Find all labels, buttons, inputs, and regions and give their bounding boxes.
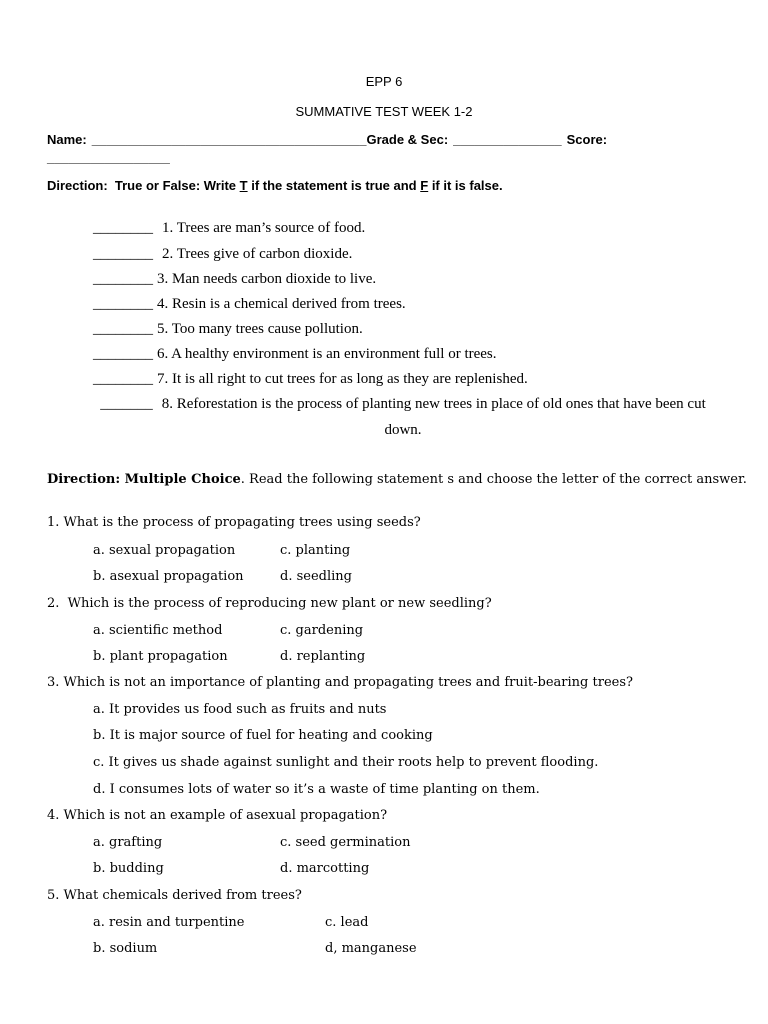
question-text: 2. Which is the process of reproducing new plant or new seedling?: [47, 596, 492, 611]
choice-a: a. It provides us food such as fruits and nuts: [93, 702, 387, 717]
answer-blank: _______: [100, 396, 153, 412]
tf-direction-before: Direction: True or False: Write: [47, 178, 240, 193]
tf-item: [93, 320, 363, 338]
choice-c: c. It gives us shade against sunlight and their roots help to prevent flooding.: [93, 755, 599, 770]
choice-d: d, manganese: [325, 941, 417, 956]
score-blank: _________________: [47, 150, 170, 165]
grade-label: Grade & Sec:: [366, 132, 449, 147]
student-info-line: [47, 131, 607, 149]
tf-direction: [47, 177, 503, 195]
mc-direction-label: Direction: Multiple Choice: [47, 472, 241, 487]
tf-statement: 6. A healthy environment is an environment full or trees.: [157, 346, 497, 362]
name-label: Name:: [47, 132, 87, 147]
choice-c: c. gardening: [280, 623, 364, 638]
choice-d: d. replanting: [280, 649, 366, 664]
tf-statement: 4. Resin is a chemical derived from trees.: [157, 296, 406, 312]
mc-direction-text: . Read the following statement s and choose the letter of the correct answer.: [240, 472, 747, 487]
question-text: 1. What is the process of propagating trees using seeds?: [47, 515, 421, 530]
tf-item: [93, 219, 365, 237]
tf-direction-middle: if the statement is true and: [247, 178, 421, 193]
choice-b: b. asexual propagation: [93, 569, 244, 584]
answer-blank: ________: [93, 271, 153, 287]
tf-statement: 7. It is all right to cut trees for as long as they are replenished.: [157, 371, 528, 387]
tf-item: [93, 370, 528, 388]
choice-a: a. sexual propagation: [93, 543, 236, 558]
answer-blank: ________: [93, 246, 153, 262]
choice-b: b. It is major source of fuel for heating and cooking: [93, 728, 433, 743]
mc-direction: [47, 471, 747, 488]
tf-statement: 2. Trees give of carbon dioxide.: [162, 246, 353, 262]
choice-b: b. budding: [93, 861, 164, 876]
tf-item: [93, 345, 497, 363]
tf-item: [93, 295, 406, 313]
question-text: 4. Which is not an example of asexual propagation?: [47, 808, 388, 823]
answer-blank: ________: [93, 346, 153, 362]
choice-b: b. plant propagation: [93, 649, 228, 664]
answer-blank: ________: [93, 371, 153, 387]
answer-blank: ________: [93, 296, 153, 312]
choice-a: a. grafting: [93, 835, 163, 850]
grade-blank: _______________: [453, 132, 562, 147]
choice-b: b. sodium: [93, 941, 158, 956]
choice-c: c. lead: [325, 915, 369, 930]
choice-d: d. marcotting: [280, 861, 370, 876]
choice-a: a. resin and turpentine: [93, 915, 245, 930]
subject-heading: EPP 6: [365, 74, 403, 89]
tf-statement: 1. Trees are man’s source of food.: [162, 220, 366, 236]
tf-statement: 8. Reforestation is the process of planting new trees in place of old ones that have been cut down.: [161, 396, 706, 438]
tf-item: [93, 270, 376, 288]
question-text: 3. Which is not an importance of planting and propagating trees and fruit-bearing trees?: [47, 675, 633, 690]
score-label: Score:: [566, 132, 608, 147]
choice-d: d. seedling: [280, 569, 352, 584]
tf-item: [93, 391, 713, 443]
choice-c: c. planting: [280, 543, 351, 558]
choice-c: c. seed germination: [280, 835, 411, 850]
name-blank: ______________________________________: [91, 132, 367, 147]
false-letter: F: [420, 178, 429, 193]
tf-statement: 5. Too many trees cause pollution.: [157, 321, 363, 337]
choice-d: d. I consumes lots of water so it’s a waste of time planting on them.: [93, 782, 540, 797]
test-title: SUMMATIVE TEST WEEK 1-2: [295, 104, 473, 119]
tf-item: [93, 245, 352, 263]
tf-statement: 3. Man needs carbon dioxide to live.: [157, 271, 377, 287]
question-text: 5. What chemicals derived from trees?: [47, 888, 302, 903]
choice-a: a. scientific method: [93, 623, 223, 638]
tf-direction-after: if it is false.: [428, 178, 503, 193]
answer-blank: ________: [93, 321, 153, 337]
answer-blank: ________: [93, 220, 153, 236]
true-letter: T: [239, 178, 248, 193]
